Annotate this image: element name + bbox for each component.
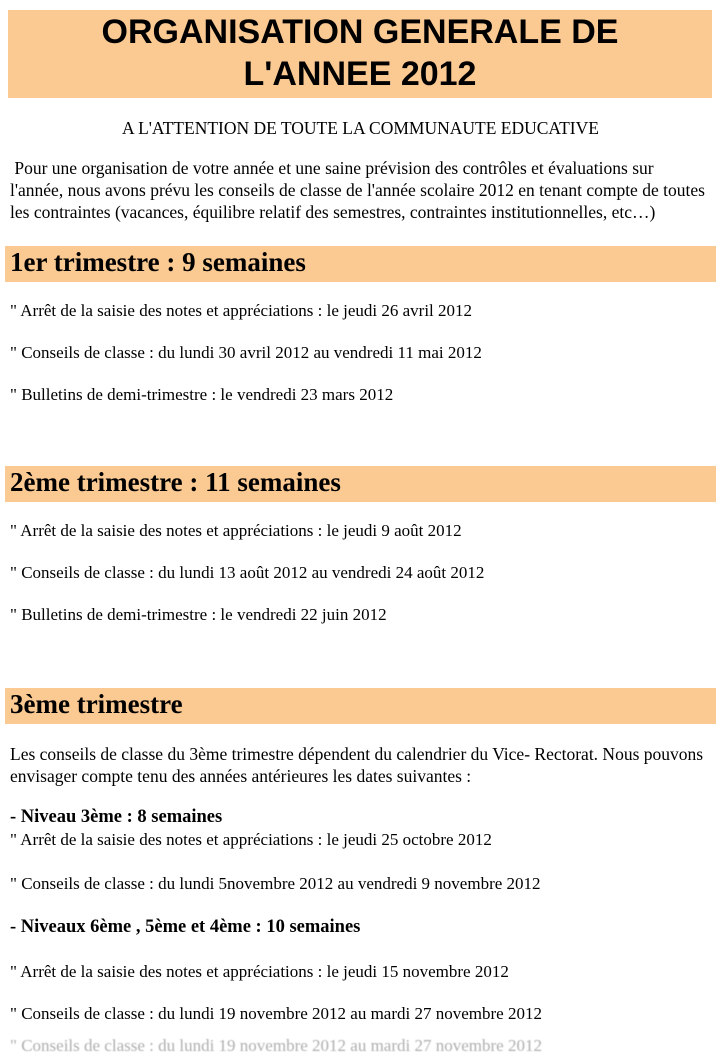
list-item: " Conseils de classe : du lundi 30 avril 2012 au vendredi 11 mai 2012 (10, 343, 482, 362)
list-item: " Conseils de classe : du lundi 5novembre 2012 au vendredi 9 novembre 2012 (10, 874, 541, 893)
document-subtitle: A L'ATTENTION DE TOUTE LA COMMUNAUTE EDUCATIVE (122, 118, 599, 138)
section-heading-trimestre-3: 3ème trimestre (5, 688, 716, 724)
list-item: " Conseils de classe : du lundi 13 août 2012 au vendredi 24 août 2012 (10, 563, 485, 582)
section-paragraph: Les conseils de classe du 3ème trimestre dépendent du calendrier du Vice- Rectorat. Nous pouvons envisager compte tenu des années antérieures les dates suivantes : (10, 744, 704, 786)
document-title-line1: ORGANISATION GENERALE DE (101, 13, 619, 51)
document-title-line2: L'ANNEE 2012 (243, 55, 477, 93)
subsection-label-niveaux-6-5-4: - Niveaux 6ème , 5ème et 4ème : 10 semaines (10, 917, 361, 937)
section-heading-trimestre-1: 1er trimestre : 9 semaines (5, 246, 716, 282)
list-item: " Bulletins de demi-trimestre : le vendredi 22 juin 2012 (10, 605, 387, 624)
cutoff-ghost-line: " Conseils de classe : du lundi 19 novembre 2012 au mardi 27 novembre 2012 (10, 1036, 542, 1055)
subsection-label-niveau-3eme: - Niveau 3ème : 8 semaines (10, 807, 223, 827)
list-item: " Arrêt de la saisie des notes et appréciations : le jeudi 9 août 2012 (10, 521, 462, 540)
list-item: " Conseils de classe : du lundi 19 novembre 2012 au mardi 27 novembre 2012 (10, 1004, 542, 1023)
document-title (8, 10, 712, 98)
list-item: " Arrêt de la saisie des notes et appréciations : le jeudi 25 octobre 2012 (10, 830, 492, 849)
intro-paragraph: Pour une organisation de votre année et une saine prévision des contrôles et évaluations sur l'année, nous avons prévu les conseils de classe de l'année scolaire 2012 en tenant compte de toutes les contraintes (vacances, équilibre relatif des semestres, contraintes institutionnelles, etc…) (10, 158, 710, 222)
list-item: " Arrêt de la saisie des notes et appréciations : le jeudi 26 avril 2012 (10, 301, 473, 320)
list-item: " Arrêt de la saisie des notes et appréciations : le jeudi 15 novembre 2012 (10, 962, 509, 981)
section-heading-trimestre-2: 2ème trimestre : 11 semaines (5, 466, 716, 502)
list-item: " Bulletins de demi-trimestre : le vendredi 23 mars 2012 (10, 385, 394, 404)
